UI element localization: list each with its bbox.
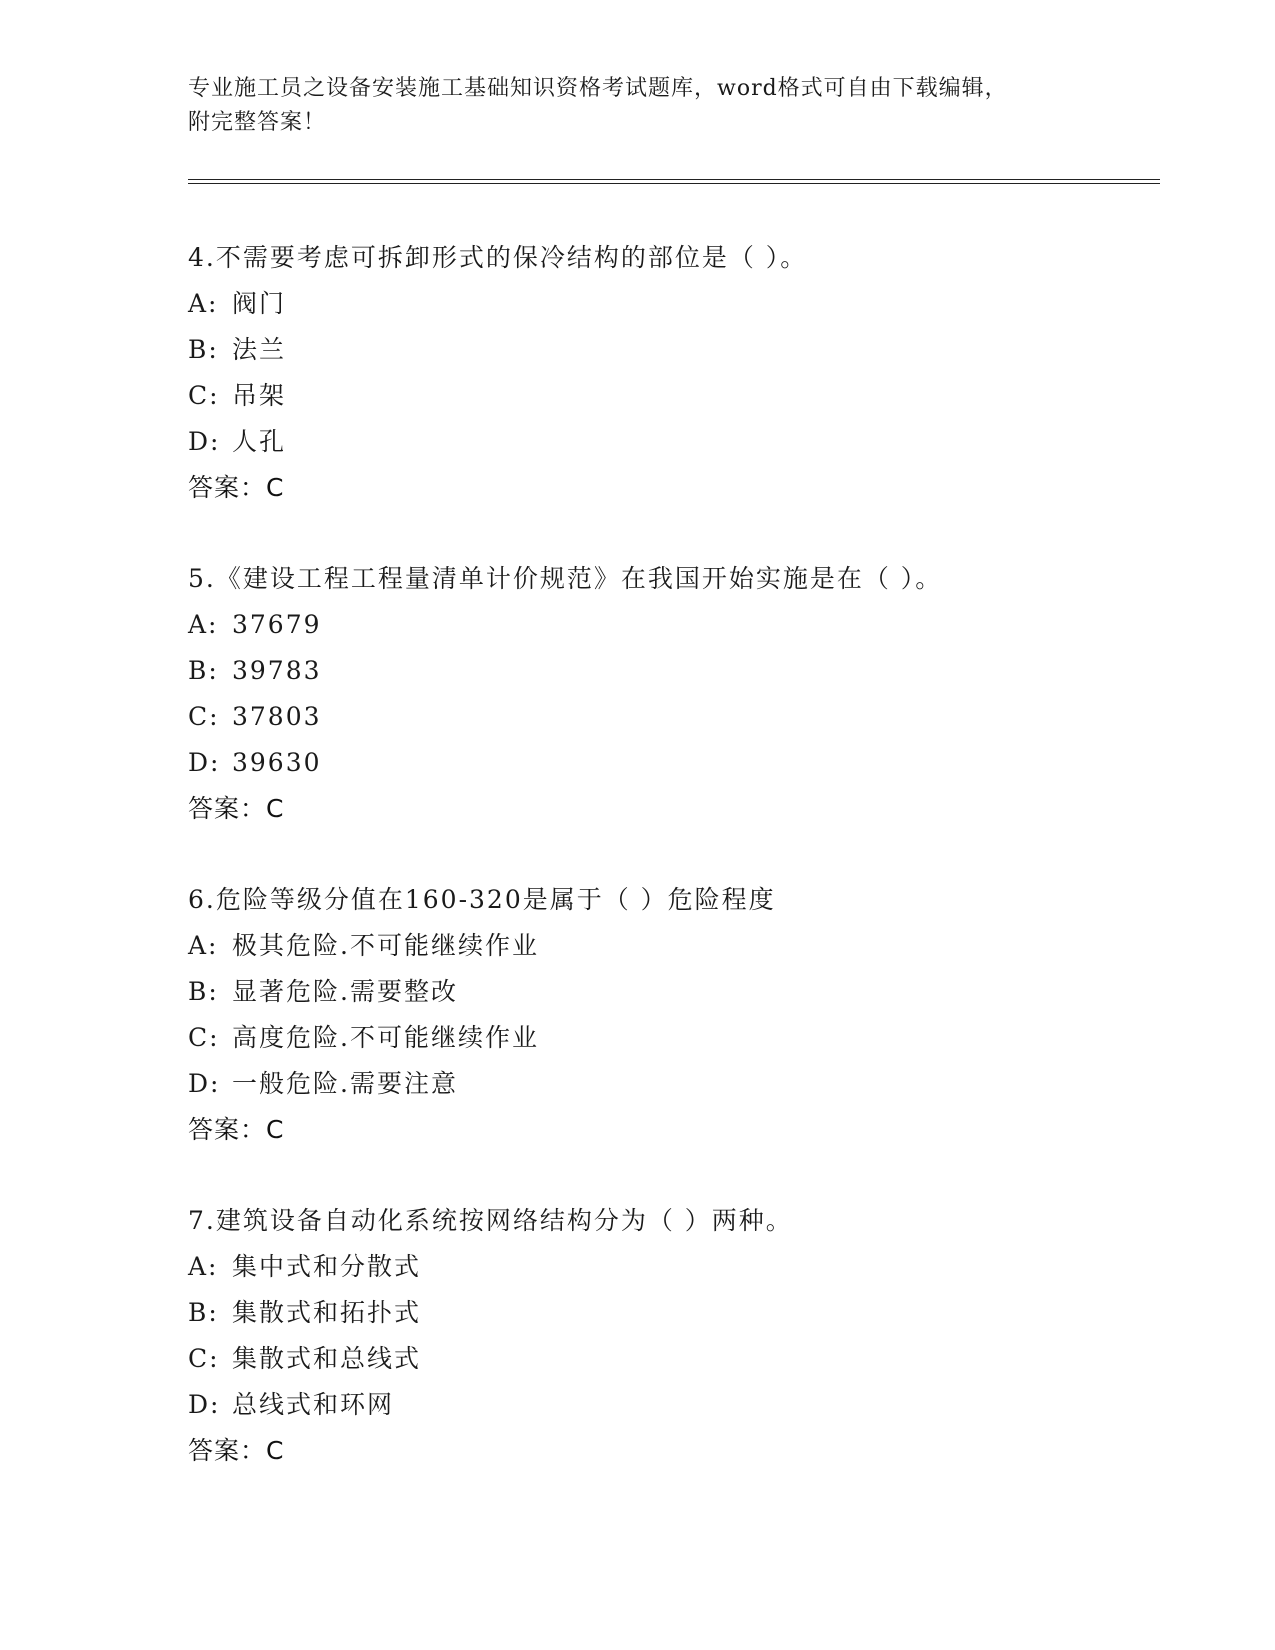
option-d <box>188 1382 1168 1428</box>
header-line-2: 附完整答案！ <box>188 110 327 135</box>
option-key: C: <box>188 702 220 731</box>
option-key: A: <box>188 610 219 639</box>
option-key: D: <box>188 748 221 777</box>
question-block <box>188 877 1168 1153</box>
option-text: 高度危险.不可能继续作业 <box>232 1023 539 1052</box>
option-text: 37679 <box>232 610 322 639</box>
option-key: B: <box>188 656 219 685</box>
option-c <box>188 694 1168 740</box>
option-text: 吊架 <box>232 381 287 410</box>
option-key: B: <box>188 1298 219 1327</box>
answer: 答案：C <box>188 1436 285 1465</box>
option-text: 集中式和分散式 <box>232 1252 422 1281</box>
option-a <box>188 923 1168 969</box>
option-d <box>188 419 1168 465</box>
option-b <box>188 969 1168 1015</box>
header-line-1: 专业施工员之设备安装施工基础知识资格考试题库，word格式可自由下载编辑， <box>188 76 1008 101</box>
answer: 答案：C <box>188 473 285 502</box>
option-a <box>188 281 1168 327</box>
option-c <box>188 1336 1168 1382</box>
option-b <box>188 648 1168 694</box>
option-key: B: <box>188 335 219 364</box>
option-b <box>188 327 1168 373</box>
option-key: D: <box>188 1069 221 1098</box>
option-text: 39783 <box>232 656 322 685</box>
option-text: 一般危险.需要注意 <box>232 1069 458 1098</box>
option-text: 阀门 <box>232 289 287 318</box>
question-title: 5.《建设工程工程量清单计价规范》在我国开始实施是在（ ）。 <box>188 564 943 593</box>
question-title: 6.危险等级分值在160-320是属于（ ）危险程度 <box>188 885 776 914</box>
option-c <box>188 1015 1168 1061</box>
question-title: 4.不需要考虑可拆卸形式的保冷结构的部位是（ ）。 <box>188 243 808 272</box>
document-header <box>188 72 1088 140</box>
question-title: 7.建筑设备自动化系统按网络结构分为（ ）两种。 <box>188 1206 793 1235</box>
option-text: 集散式和拓扑式 <box>232 1298 422 1327</box>
option-b <box>188 1290 1168 1336</box>
option-key: B: <box>188 977 219 1006</box>
option-key: A: <box>188 289 219 318</box>
option-d <box>188 740 1168 786</box>
question-block <box>188 556 1168 832</box>
option-key: D: <box>188 1390 221 1419</box>
question-block <box>188 235 1168 511</box>
option-key: C: <box>188 1023 220 1052</box>
option-text: 39630 <box>232 748 322 777</box>
option-key: A: <box>188 1252 219 1281</box>
option-key: A: <box>188 931 219 960</box>
answer: 答案：C <box>188 1115 285 1144</box>
option-a <box>188 602 1168 648</box>
answer: 答案：C <box>188 794 285 823</box>
option-c <box>188 373 1168 419</box>
option-a <box>188 1244 1168 1290</box>
option-text: 显著危险.需要整改 <box>232 977 458 1006</box>
option-text: 37803 <box>232 702 322 731</box>
header-divider-bottom <box>188 183 1160 184</box>
question-block <box>188 1198 1168 1474</box>
option-key: C: <box>188 1344 220 1373</box>
option-key: D: <box>188 427 221 456</box>
option-text: 人孔 <box>232 427 287 456</box>
option-text: 总线式和环网 <box>232 1390 395 1419</box>
option-text: 集散式和总线式 <box>232 1344 422 1373</box>
header-divider-top <box>188 179 1160 180</box>
option-key: C: <box>188 381 220 410</box>
option-text: 极其危险.不可能继续作业 <box>232 931 539 960</box>
option-d <box>188 1061 1168 1107</box>
option-text: 法兰 <box>232 335 287 364</box>
